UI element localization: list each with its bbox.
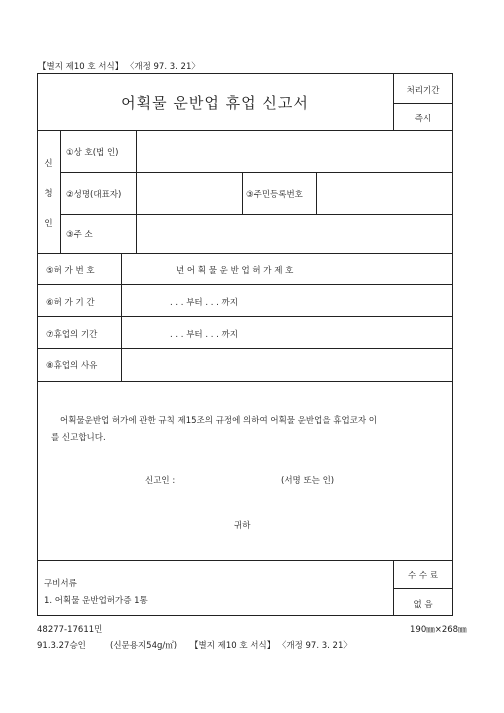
form-title: 어획물 운반업 휴업 신고서 (121, 94, 309, 112)
closure-period-value[interactable]: . . . 부터 . . . 까지 (170, 330, 238, 340)
footer-code: 48277-17611민 (37, 625, 103, 635)
representative-name-field[interactable] (138, 174, 240, 212)
reporter-field[interactable] (186, 470, 276, 486)
divider (37, 130, 453, 131)
business-name-label: ①상 호(법 인) (66, 148, 119, 158)
processing-value: 즉시 (414, 114, 432, 124)
form-reference: 【별지 제10 호 서식】 〈개정 97. 3. 21〉 (38, 62, 200, 72)
divider (60, 130, 61, 253)
statement-line-1: 어획물운반업 허가에 관한 규칙 제15조의 규정에 의하여 어획물 운반업을 휴업코자 이 (60, 416, 378, 426)
addressee: 귀하 (234, 521, 251, 531)
reporter-label: 신고인 : (145, 476, 176, 486)
closure-period-label: ⑦휴업의 기간 (46, 330, 98, 340)
applicant-side-label-2: 청 (44, 189, 53, 199)
divider (121, 253, 122, 381)
signature-note: (서명 또는 인) (281, 476, 335, 486)
statement-line-2: 를 신고합니다. (51, 433, 106, 443)
attachment-item-1: 1. 어획물 운반업허가증 1통 (44, 596, 148, 606)
divider (37, 316, 453, 317)
permit-number-value[interactable]: 년 어 획 물 운 반 업 허 가 제 호 (176, 266, 294, 276)
divider (37, 560, 453, 561)
applicant-side-label-3: 인 (44, 219, 53, 229)
processing-label: 처리기간 (406, 86, 440, 96)
footer-form-reference: 【별지 제10 호 서식】 〈개정 97. 3. 21〉 (190, 641, 352, 651)
divider (37, 253, 453, 254)
divider (60, 214, 453, 215)
fee-label: 수 수 료 (407, 571, 439, 581)
resident-number-label: ③주민등록번호 (246, 190, 303, 200)
divider (37, 381, 453, 382)
divider (393, 103, 453, 104)
divider (393, 588, 453, 589)
divider (37, 348, 453, 349)
permit-period-label: ⑥허 가 기 간 (46, 298, 95, 308)
divider (60, 172, 453, 173)
footer-size: 190㎜×268㎜ (410, 625, 467, 635)
divider (242, 172, 243, 214)
attachments-title: 구비서류 (44, 579, 77, 589)
fee-value: 없 음 (413, 600, 433, 610)
closure-reason-label: ⑧휴업의 사유 (46, 361, 98, 371)
representative-name-label: ②성명(대표자) (66, 190, 122, 200)
resident-number-field[interactable] (318, 174, 451, 212)
divider (136, 130, 137, 253)
address-label: ③주 소 (66, 230, 93, 240)
permit-period-value[interactable]: . . . 부터 . . . 까지 (170, 298, 238, 308)
divider (37, 284, 453, 285)
footer-paper: (신문용지54g/㎡) (110, 641, 178, 651)
permit-number-label: ⑤허 가 번 호 (46, 266, 95, 276)
business-name-field[interactable] (138, 132, 451, 170)
divider (316, 172, 317, 214)
closure-reason-field[interactable] (123, 350, 451, 379)
applicant-side-label-1: 신 (44, 159, 53, 169)
footer-approval: 91.3.27승인 (37, 641, 86, 651)
address-field[interactable] (138, 216, 451, 251)
